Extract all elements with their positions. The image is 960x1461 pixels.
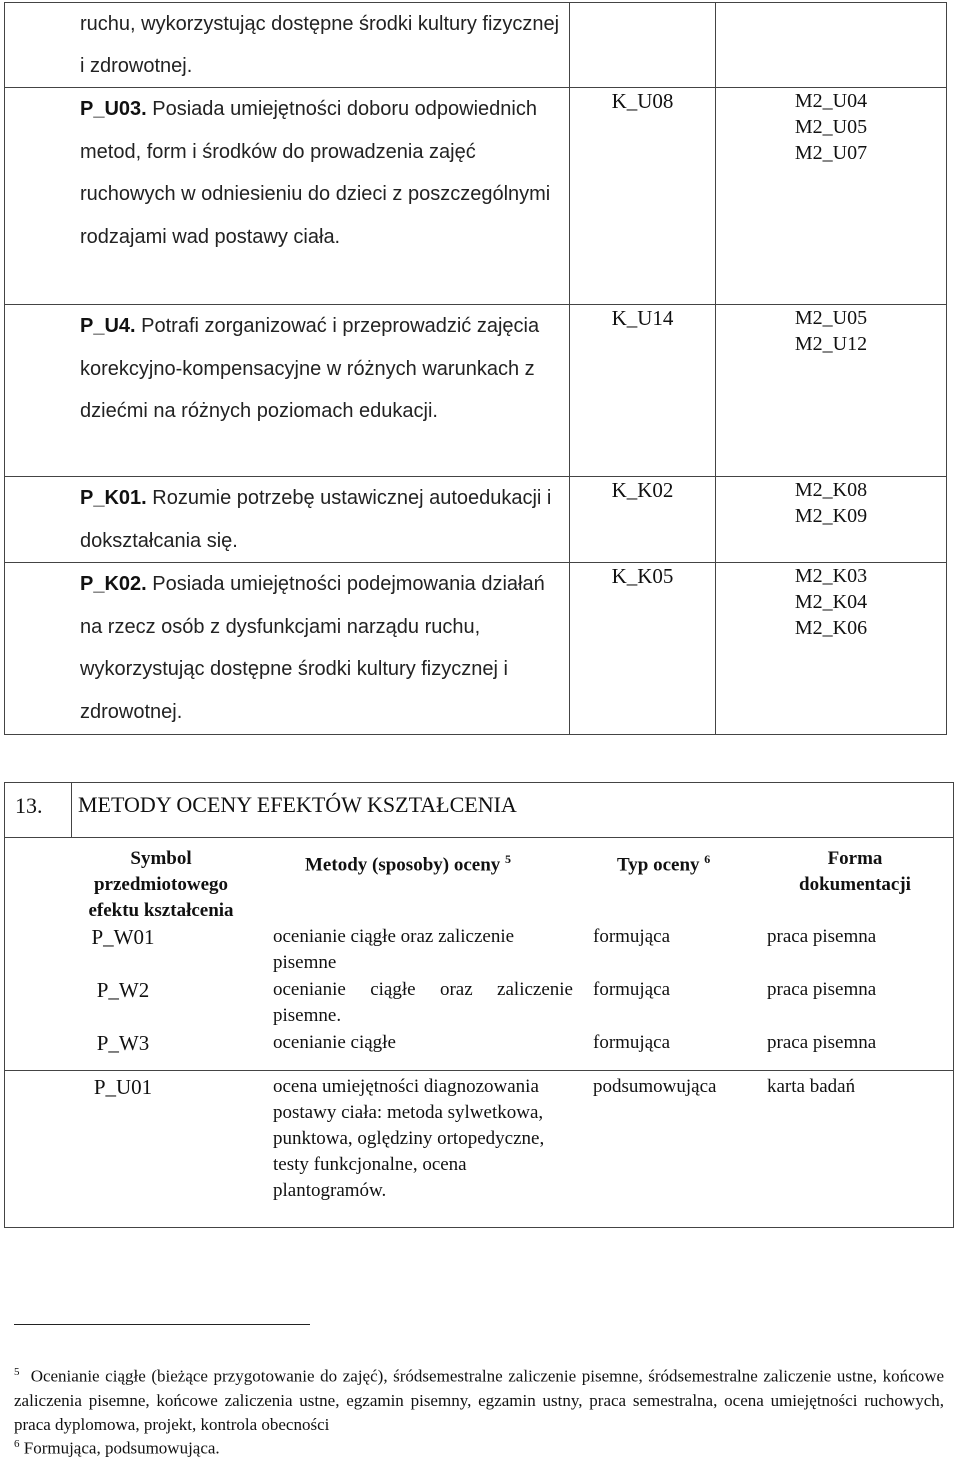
obszar-codes: M2_U05 M2_U12 — [716, 305, 947, 477]
footnote-ref: 5 — [505, 852, 512, 866]
header-methods: Metody (sposoby) oceny $^5$ — [305, 852, 512, 876]
row-type: podsumowująca — [593, 1076, 717, 1097]
footnote-mark: 6 — [14, 1438, 20, 1450]
kierunek-code: K_K05 — [570, 563, 716, 734]
row-type: formująca — [593, 926, 671, 947]
table-row — [5, 88, 947, 305]
row-method: ocenianie ciągłe — [273, 1032, 396, 1053]
row-method: ocenianie ciągłe oraz zaliczenie pisemne — [273, 926, 515, 973]
effect-description: P_U03. Posiada umiejętności doboru odpowiednich metod, form i środków do prowadzenia zajęć ruchowych w odniesieniu do dzieci z poszczególnymi rodzajami wad postawy ciała. — [80, 98, 551, 248]
row-form: praca pisemna — [767, 1032, 877, 1053]
footnote-6: $^6$ Formująca, podsumowująca. — [14, 1438, 220, 1458]
footnote-5: $^5$ Ocenianie ciągłe (bieżące przygotowanie do zajęć), śródsemestralne zaliczenie pisemne, śródsemestralne zaliczenie ustne, końcowe zaliczenia pisemne, końcowe zaliczenia ustne, egzamin pisemny, egzamin ustny, praca semestralna, ocena umiejętności ruchowych, praca dyplomowa, projekt, kontrola obecności — [14, 1366, 945, 1434]
row-form: karta badań — [767, 1076, 856, 1097]
section-13-header — [4, 782, 954, 838]
header-symbol: Symbol przedmiotowego efektu kształcenia — [88, 848, 234, 921]
effect-code: P_K01. — [80, 487, 147, 509]
obszar-codes: M2_K03 M2_K04 M2_K06 — [716, 563, 947, 734]
effect-description: ruchu, wykorzystując dostępne środki kultury fizycznej i zdrowotnej. — [80, 13, 560, 77]
effect-code: P_U03. — [80, 98, 147, 120]
obszar-codes: M2_K08 M2_K09 — [716, 477, 947, 563]
section-title: METODY OCENY EFEKTÓW KSZTAŁCENIA — [71, 783, 931, 837]
footnote-separator — [14, 1324, 310, 1325]
row-method: ocena umiejętności diagnozowania postawy ciała: metoda sylwetkowa, punktowa, oględziny ortopedyczne, testy funkcjonalne, ocena plantogramów. — [273, 1076, 545, 1201]
row-method: ocenianie ciągłe oraz zaliczenie pisemne. — [273, 979, 573, 1026]
header-type: Typ oceny $^6$ — [617, 852, 711, 876]
footnote-mark: 5 — [14, 1366, 20, 1378]
effect-description: P_K02. Posiada umiejętności podejmowania działań na rzecz osób z dysfunkcjami narządu ruchu, wykorzystując dostępne środki kultury fizycznej i zdrowotnej. — [80, 573, 545, 723]
footnote-ref: 6 — [704, 852, 711, 866]
obszar-codes: M2_U04 M2_U05 M2_U07 — [716, 88, 947, 305]
section-number: 13. — [15, 793, 43, 818]
row-symbol: P_W2 — [96, 978, 150, 1002]
row-type: formująca — [593, 979, 671, 1000]
effect-code: P_K02. — [80, 573, 147, 596]
header-form: Forma dokumentacji — [799, 848, 911, 895]
effect-description: P_U4. Potrafi zorganizować i przeprowadzić zajęcia korekcyjno-kompensacyjne w różnych warunkach z dziećmi na różnych poziomach edukacji. — [80, 315, 540, 423]
row-symbol: P_U01 — [93, 1075, 153, 1099]
assessment-table — [4, 838, 954, 1228]
effect-description: P_K01. Rozumie potrzebę ustawicznej autoedukacji i dokształcania się. — [80, 487, 552, 552]
row-type: formująca — [593, 1032, 671, 1053]
kierunek-code: K_U08 — [570, 88, 716, 305]
row-symbol: P_W01 — [91, 925, 155, 949]
kierunek-code: K_K02 — [570, 477, 716, 563]
row-divider — [5, 1070, 953, 1071]
table-row — [5, 3, 947, 88]
effect-code: P_U4. — [80, 315, 136, 337]
table-row — [5, 563, 947, 734]
row-form: praca pisemna — [767, 926, 877, 947]
effects-table — [4, 2, 947, 735]
table-row — [5, 477, 947, 563]
row-symbol: P_W3 — [96, 1031, 150, 1055]
table-row — [5, 305, 947, 477]
kierunek-code: K_U14 — [570, 305, 716, 477]
row-form: praca pisemna — [767, 979, 877, 1000]
